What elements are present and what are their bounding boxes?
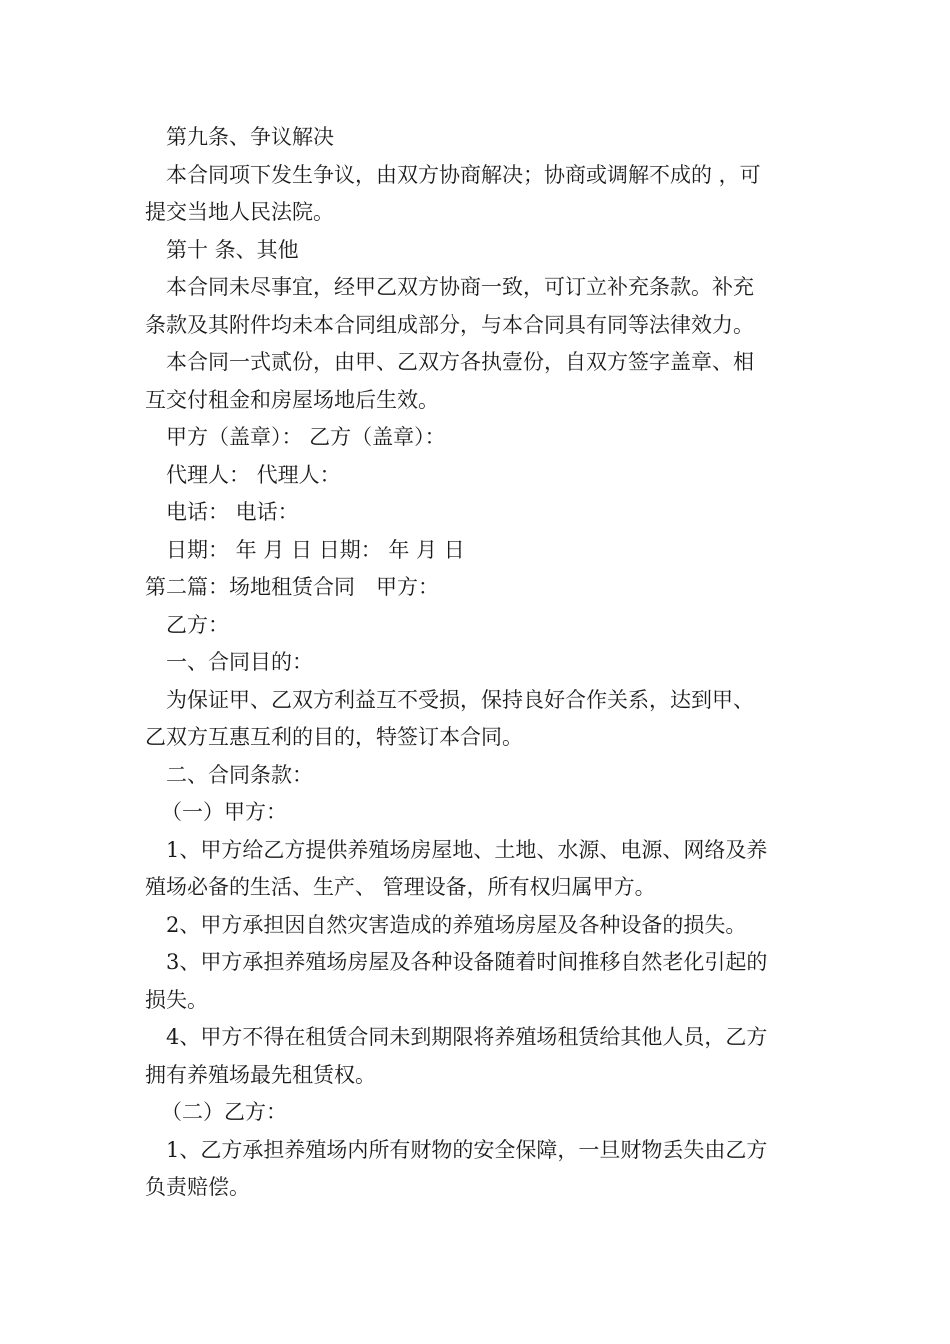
clause-line: 3、甲方承担养殖场房屋及各种设备随着时间推移自然老化引起的 [166,950,768,974]
section-heading-article-10: 第十 条、其他 [166,237,299,262]
text-line: 互交付租金和房屋场地后生效。 [145,387,439,412]
section-heading-purpose: 一、合同目的： [166,650,313,674]
clause-line: 1、乙方承担养殖场内所有财物的安全保障，一旦财物丢失由乙方 [166,1137,768,1162]
signature-line-agent: 代理人： 代理人： [166,462,341,487]
clause-line: 4、甲方不得在租赁合同未到期限将养殖场租赁给其他人员，乙方 [166,1025,768,1049]
text-line: 本合同未尽事宜，经甲乙双方协商一致，可订立补充条款。补充 [166,275,754,299]
signature-line-seal: 甲方（盖章）： 乙方（盖章）： [166,425,446,449]
text-line: 条款及其附件均未本合同组成部分，与本合同具有同等法律效力。 [145,312,754,337]
document-body [145,119,810,1207]
subsection-heading-party-b: （二）乙方： [161,1100,287,1124]
text-line: 为保证甲、乙双方利益互不受损，保持良好合作关系，达到甲、 [166,687,754,712]
text-line: 本合同一式贰份，由甲、乙双方各执壹份，自双方签字盖章、相 [166,350,754,374]
section-heading-terms: 二、合同条款： [166,762,313,787]
clause-line: 2、甲方承担因自然灾害造成的养殖场房屋及各种设备的损失。 [166,912,747,937]
signature-line-phone: 电话： 电话： [166,500,299,524]
clause-line: 损失。 [145,987,208,1012]
text-line: 本合同项下发生争议，由双方协商解决；协商或调解不成的 ，可 [166,162,761,187]
clause-line: 负责赔偿。 [145,1175,250,1199]
clause-line: 殖场必备的生活、生产、 管理设备，所有权归属甲方。 [145,875,656,899]
clause-line: 1、甲方给乙方提供养殖场房屋地、土地、水源、电源、网络及养 [166,837,768,862]
section-heading-article-9: 第九条、争议解决 [166,125,334,149]
clause-line: 拥有养殖场最先租赁权。 [145,1062,376,1087]
text-line: 提交当地人民法院。 [145,200,334,224]
party-b-line: 乙方： [166,612,229,637]
signature-line-date: 日期： 年 月 日 日期： 年 月 日 [166,537,465,562]
section-heading-part-2: 第二篇：场地租赁合同 甲方： [145,575,439,599]
subsection-heading-party-a: （一）甲方： [161,800,287,824]
text-line: 乙双方互惠互利的目的，特签订本合同。 [145,725,523,749]
